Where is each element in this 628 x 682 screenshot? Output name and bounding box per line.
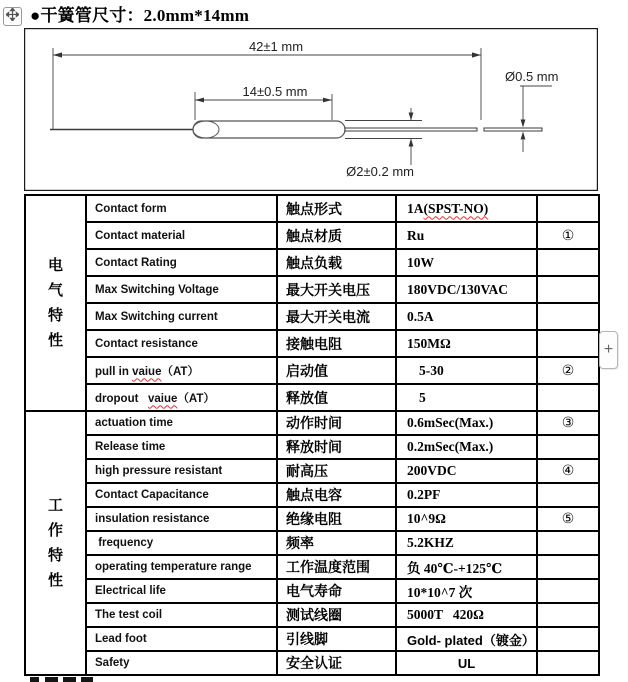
param-value: 5.2KHZ <box>396 531 537 555</box>
note-mark: ② <box>537 357 599 384</box>
param-en: Contact resistance <box>86 330 277 357</box>
glass-diameter-label: Ø2±0.2 mm <box>346 164 414 179</box>
note-mark <box>537 579 599 603</box>
param-value: 0.2mSec(Max.) <box>396 435 537 459</box>
capsule-length-label: 14±0.5 mm <box>242 84 308 99</box>
note-mark <box>537 627 599 651</box>
spec-table <box>24 194 600 676</box>
dim-arrow-up <box>521 132 526 140</box>
param-value: 0.2PF <box>396 483 537 507</box>
param-cn: 绝缘电阻 <box>277 507 396 531</box>
param-cn: 触点材质 <box>277 222 396 249</box>
clipped-text-fragment <box>28 677 108 682</box>
reed-switch-dimension-drawing <box>24 28 598 191</box>
param-value: 150MΩ <box>396 330 537 357</box>
param-en: high pressure resistant <box>86 459 277 483</box>
table-row <box>25 357 599 384</box>
section-electrical: 电 气 特 性 <box>25 195 86 411</box>
dim-arrow-right <box>472 52 481 57</box>
table-row <box>25 459 599 483</box>
param-value: 5000T 420Ω <box>396 603 537 627</box>
param-value: 0.5A <box>396 303 537 330</box>
param-value: 180VDC/130VAC <box>396 276 537 303</box>
table-move-handle[interactable] <box>3 7 22 26</box>
param-value: 5 <box>396 384 537 411</box>
table-row <box>25 603 599 627</box>
param-value: 200VDC <box>396 459 537 483</box>
note-mark <box>537 249 599 276</box>
wire-diameter-label: Ø0.5 mm <box>505 69 559 84</box>
param-en: Max Switching Voltage <box>86 276 277 303</box>
param-en: Contact Capacitance <box>86 483 277 507</box>
table-row <box>25 249 599 276</box>
dim-arrow-up <box>409 139 414 147</box>
param-cn: 频率 <box>277 531 396 555</box>
param-en: dropout vaiue（AT） <box>86 384 277 411</box>
param-cn: 触点形式 <box>277 195 396 222</box>
table-row <box>25 555 599 579</box>
param-cn: 耐高压 <box>277 459 396 483</box>
param-value: 0.6mSec(Max.) <box>396 411 537 435</box>
note-mark <box>537 483 599 507</box>
note-mark: ③ <box>537 411 599 435</box>
param-en: Safety <box>86 651 277 675</box>
note-mark <box>537 651 599 675</box>
table-row <box>25 276 599 303</box>
overall-length-label: 42±1 mm <box>248 39 304 54</box>
param-cn: 接触电阻 <box>277 330 396 357</box>
note-mark: ① <box>537 222 599 249</box>
param-value: UL <box>396 651 537 675</box>
move-arrows-icon <box>6 8 19 26</box>
param-en: actuation time <box>86 411 277 435</box>
note-mark <box>537 384 599 411</box>
param-value: 负 40℃-+125℃ <box>396 555 537 579</box>
table-row <box>25 531 599 555</box>
param-value: 10^9Ω <box>396 507 537 531</box>
table-row <box>25 303 599 330</box>
param-cn: 电气寿命 <box>277 579 396 603</box>
dim-arrow-down <box>409 113 414 121</box>
param-cn: 动作时间 <box>277 411 396 435</box>
table-row <box>25 195 599 222</box>
param-value: Gold- plated（镀金） <box>396 627 537 651</box>
table-row <box>25 330 599 357</box>
dim-arrow-left <box>195 98 204 103</box>
table-row <box>25 435 599 459</box>
note-mark <box>537 603 599 627</box>
dim-arrow-right <box>323 98 332 103</box>
drawing-border <box>25 29 598 191</box>
note-mark <box>537 435 599 459</box>
page-title: ●干簧管尺寸：2.0mm*14mm <box>30 6 250 25</box>
dim-arrow-left <box>53 52 62 57</box>
param-cn: 测试线圈 <box>277 603 396 627</box>
table-add-button[interactable]: + <box>599 331 618 369</box>
param-en: Max Switching current <box>86 303 277 330</box>
param-en: Contact form <box>86 195 277 222</box>
table-row <box>25 627 599 651</box>
param-en: The test coil <box>86 603 277 627</box>
note-mark <box>537 195 599 222</box>
param-en: Contact Rating <box>86 249 277 276</box>
param-en: Release time <box>86 435 277 459</box>
param-cn: 触点电容 <box>277 483 396 507</box>
param-cn: 释放值 <box>277 384 396 411</box>
param-cn: 最大开关电压 <box>277 276 396 303</box>
param-cn: 最大开关电流 <box>277 303 396 330</box>
note-mark <box>537 555 599 579</box>
param-value: 10W <box>396 249 537 276</box>
param-en: pull in vaiue（AT） <box>86 357 277 384</box>
table-row <box>25 579 599 603</box>
param-en: Electrical life <box>86 579 277 603</box>
table-row <box>25 651 599 675</box>
param-value: Ru <box>396 222 537 249</box>
param-en: operating temperature range <box>86 555 277 579</box>
wire-detail-segment <box>484 128 542 131</box>
param-cn: 工作温度范围 <box>277 555 396 579</box>
table-row <box>25 483 599 507</box>
note-mark <box>537 303 599 330</box>
wire-diameter-dimension <box>520 86 552 152</box>
table-row <box>25 507 599 531</box>
param-value: 1A(SPST-NO) <box>396 195 537 222</box>
right-lead-wire <box>345 128 477 131</box>
section-working: 工 作 特 性 <box>25 411 86 675</box>
dim-arrow-down <box>521 120 526 128</box>
note-mark <box>537 330 599 357</box>
table-row <box>25 384 599 411</box>
param-en: insulation resistance <box>86 507 277 531</box>
param-cn: 释放时间 <box>277 435 396 459</box>
note-mark <box>537 531 599 555</box>
param-value: 5-30 <box>396 357 537 384</box>
param-cn: 启动值 <box>277 357 396 384</box>
param-cn: 安全认证 <box>277 651 396 675</box>
param-cn: 引线脚 <box>277 627 396 651</box>
param-en: Lead foot <box>86 627 277 651</box>
param-en: frequency <box>86 531 277 555</box>
table-row <box>25 411 599 435</box>
param-en: Contact material <box>86 222 277 249</box>
param-cn: 触点负载 <box>277 249 396 276</box>
note-mark: ⑤ <box>537 507 599 531</box>
note-mark <box>537 276 599 303</box>
note-mark: ④ <box>537 459 599 483</box>
param-value: 10*10^7 次 <box>396 579 537 603</box>
table-row <box>25 222 599 249</box>
